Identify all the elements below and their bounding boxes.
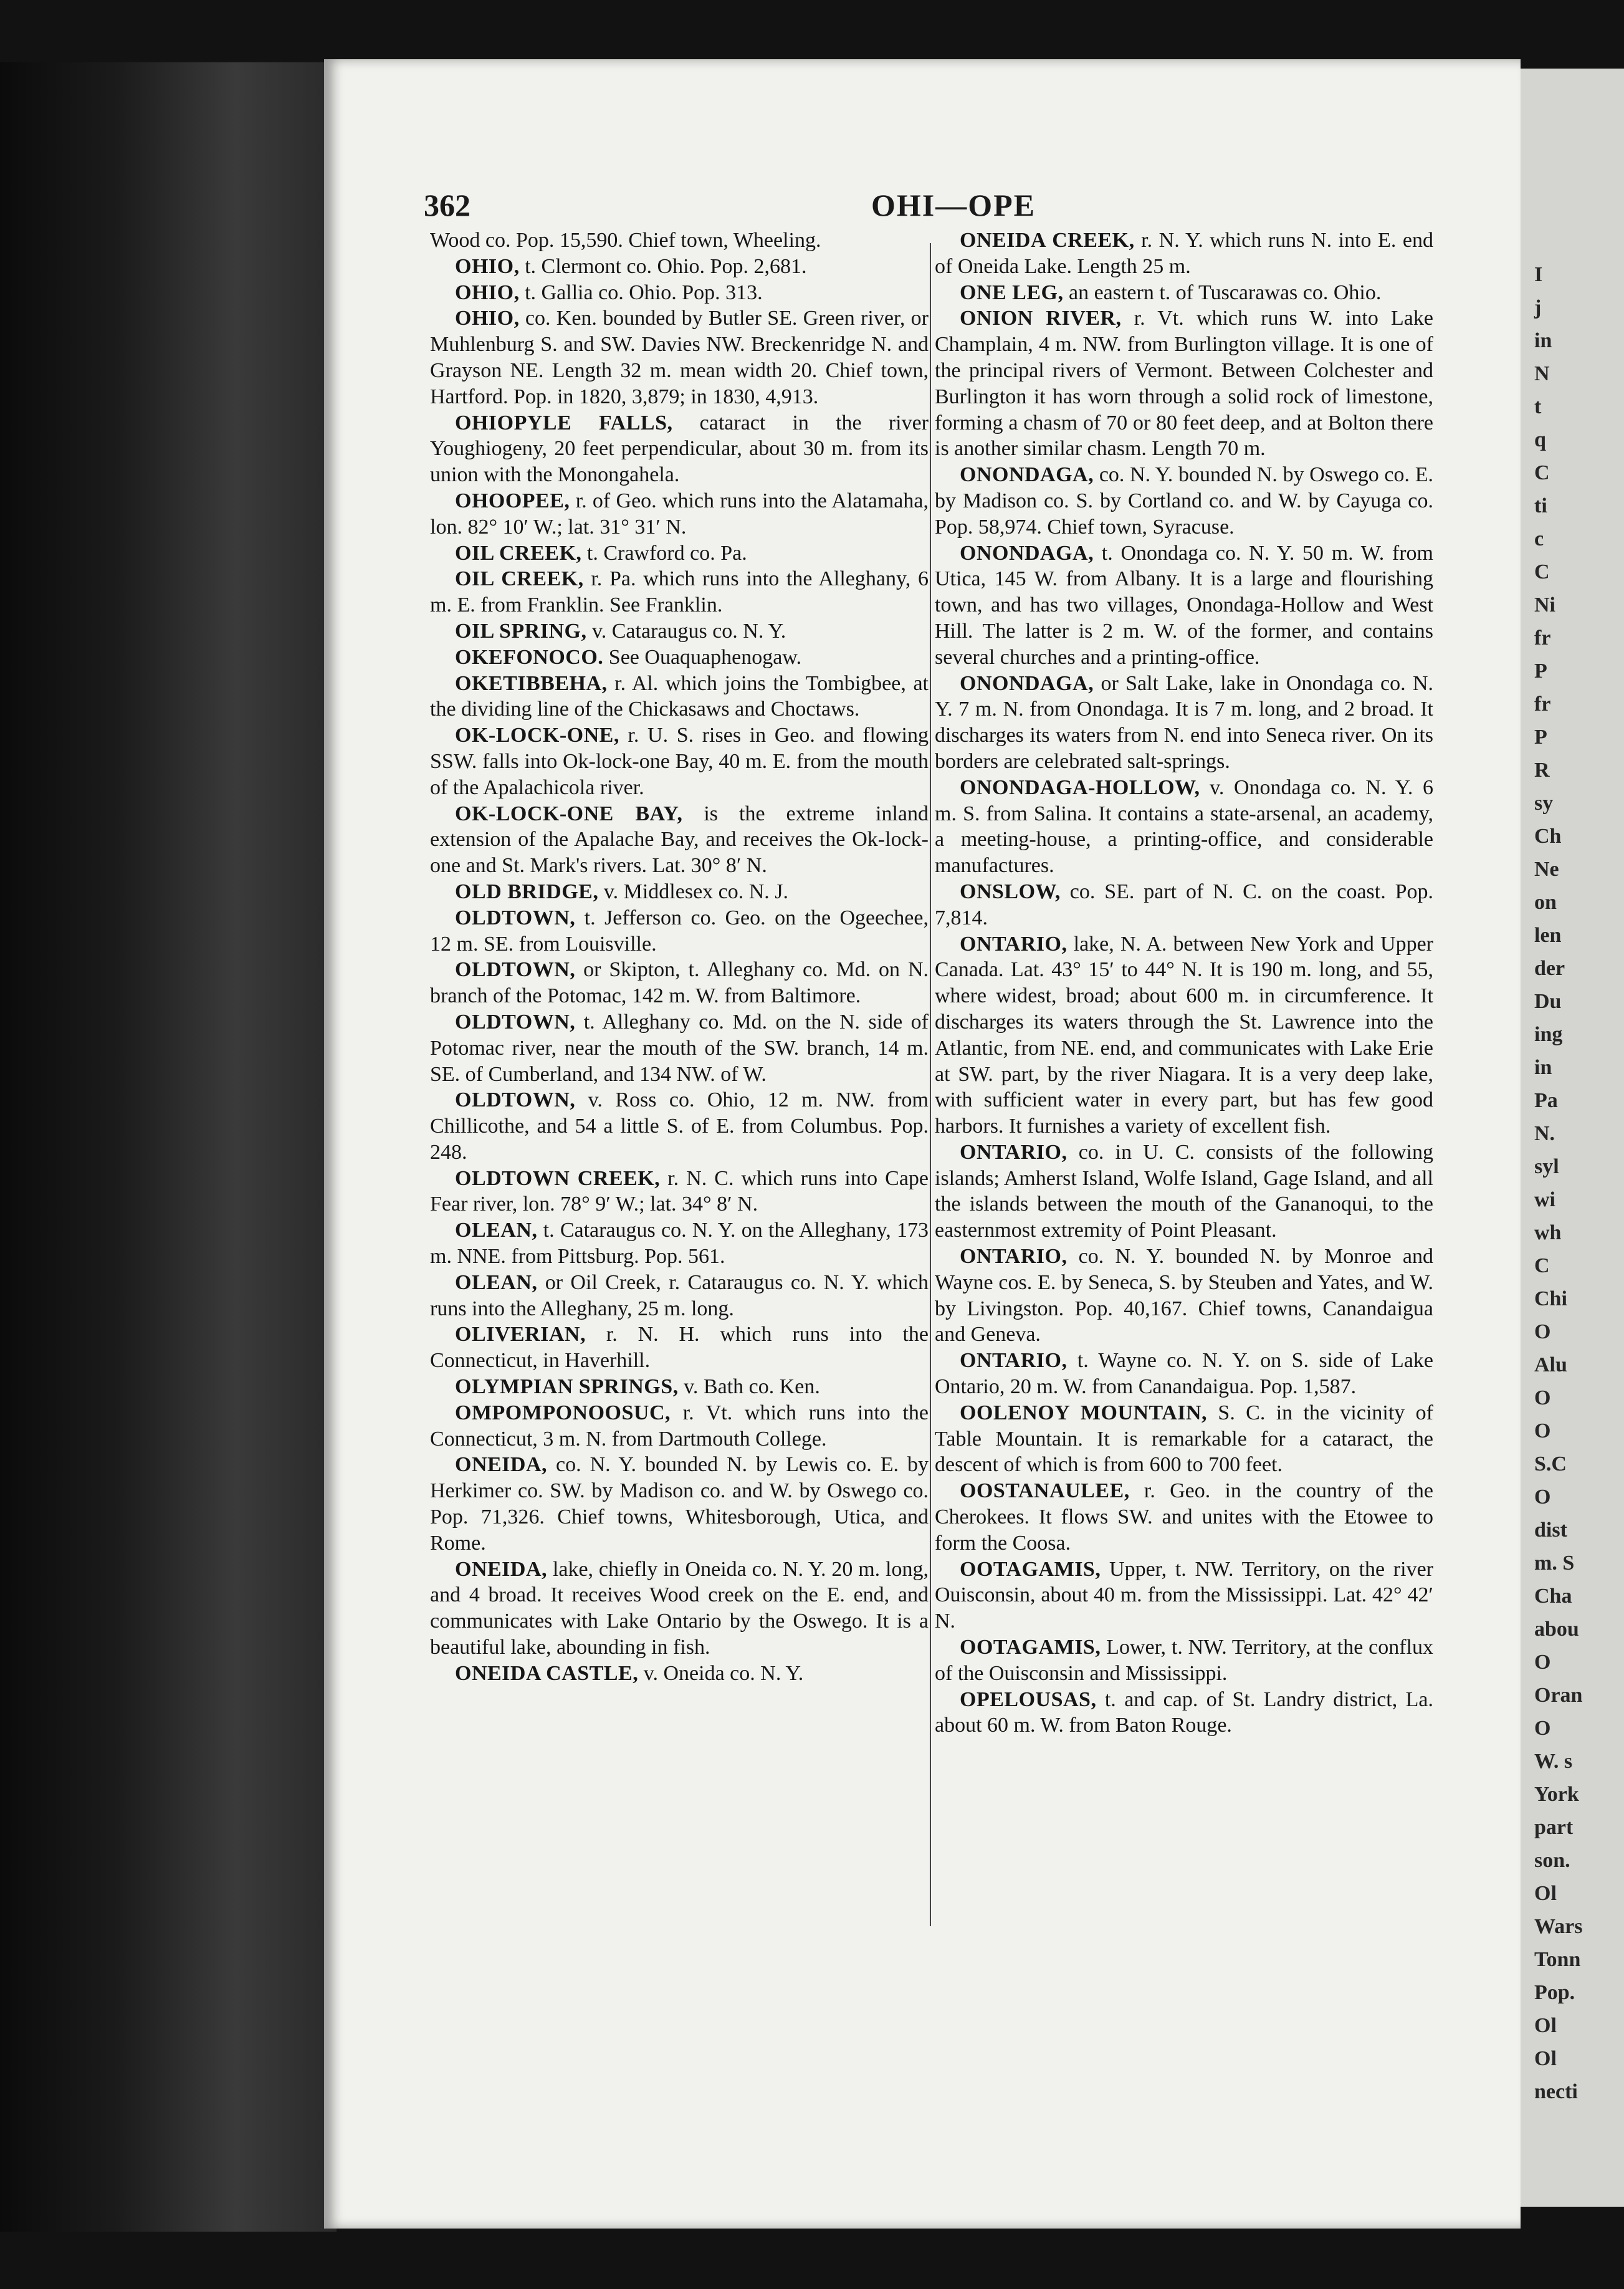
entry-headword: OMPOMPONOOSUC,	[455, 1401, 671, 1424]
entry-headword: OOLENOY MOUNTAIN,	[960, 1401, 1208, 1424]
facing-page-fragment: O	[1534, 1320, 1551, 1343]
entry-headword: ONEIDA,	[455, 1557, 548, 1581]
facing-page-fragment: P	[1534, 726, 1547, 749]
entry-headword: OLDTOWN,	[455, 1088, 576, 1112]
gazetteer-entry	[430, 722, 929, 800]
facing-page-fragment: abou	[1534, 1618, 1579, 1641]
facing-page-fragment: C	[1534, 461, 1550, 484]
facing-page-fragment: Alu	[1534, 1353, 1567, 1376]
gazetteer-entry	[430, 879, 929, 905]
facing-page-fragment: c	[1534, 527, 1544, 550]
entry-headword: OLYMPIAN SPRINGS,	[455, 1375, 679, 1399]
facing-page-fragment: Ni	[1534, 593, 1555, 617]
entry-headword: OHIO,	[455, 254, 520, 278]
facing-page-fragment: part	[1534, 1816, 1574, 1839]
facing-page-fragment: Pa	[1534, 1089, 1558, 1112]
entry-text: v. Cataraugus co. N. Y.	[586, 619, 786, 643]
entry-headword: ONSLOW,	[960, 880, 1061, 903]
page-header	[424, 187, 1446, 231]
facing-page-fragment: q	[1534, 428, 1546, 451]
entry-text: r. N. H. which runs into the Connecticut, in Haverhill.	[430, 1323, 929, 1373]
entry-text: or Oil Creek, r. Cataraugus co. N. Y. which runs into the Alleghany, 25 m. long.	[430, 1270, 929, 1320]
gazetteer-entry	[430, 957, 929, 1009]
entry-text: co. N. Y. bounded N. by Monroe and Wayne cos. E. by Seneca, S. by Steuben and Yates, and W. by Livingston. Pop. 40,167. Chief towns, Canandaigua and Geneva.	[935, 1245, 1433, 1346]
gazetteer-entry	[430, 1009, 929, 1087]
entry-headword: OLD BRIDGE,	[455, 880, 599, 903]
gazetteer-entry	[430, 540, 929, 567]
entry-headword: ONE LEG,	[960, 281, 1064, 304]
gazetteer-entry	[935, 879, 1433, 931]
facing-page-fragment: syl	[1534, 1155, 1559, 1178]
entry-text: v. Ross co. Ohio, 12 m. NW. from Chillicothe, and 54 a little S. of E. from Columbus. Pop. 248.	[430, 1088, 929, 1164]
facing-page-fragment: Cha	[1534, 1585, 1572, 1608]
gazetteer-entry	[935, 1400, 1433, 1478]
entry-text: t. Cataraugus co. N. Y. on the Alleghany, 173 m. NNE. from Pittsburg. Pop. 561.	[430, 1219, 929, 1269]
facing-page-fragment: P	[1534, 660, 1547, 683]
gazetteer-entry	[430, 1400, 929, 1452]
entry-text: t. Onondaga co. N. Y. 50 m. W. from Utica, 145 W. from Albany. It is a large and flourishing town, and has two villages, Onondaga-Hollow and West Hill. The latter is 2 m. W. of the former, and contains several churches and a printing-office.	[935, 541, 1433, 669]
entry-headword: ONTARIO,	[960, 1349, 1068, 1373]
entry-headword: OOTAGAMIS,	[960, 1557, 1101, 1581]
facing-page-fragment: t	[1534, 395, 1542, 418]
entry-headword: ONTARIO,	[960, 932, 1068, 956]
gazetteer-entry	[935, 1244, 1433, 1348]
facing-page-fragment: W. s	[1534, 1750, 1573, 1773]
entry-headword: OLEAN,	[455, 1270, 538, 1294]
facing-page-fragment: sy	[1534, 792, 1554, 815]
gazetteer-entry	[935, 1348, 1433, 1400]
gazetteer-entry	[430, 645, 929, 671]
facing-page-fragment: Ol	[1534, 2047, 1557, 2070]
facing-page-fragment: York	[1534, 1783, 1579, 1806]
facing-page-fragment: N	[1534, 362, 1550, 385]
facing-page-fragment: I	[1534, 263, 1543, 286]
entry-text: co. N. Y. bounded N. by Oswego co. E. by Madison co. S. by Cortland co. and W. by Cayuga co. Pop. 58,974. Chief town, Syracuse.	[935, 463, 1433, 539]
facing-page-fragment: O	[1534, 1485, 1551, 1509]
entry-headword: OPELOUSAS,	[960, 1687, 1097, 1711]
entry-headword: ONION RIVER,	[960, 307, 1122, 330]
entry-headword: OLDTOWN,	[455, 906, 576, 929]
gazetteer-entry	[430, 280, 929, 306]
entry-headword: OIL SPRING,	[455, 619, 587, 643]
facing-page-fragment: C	[1534, 560, 1550, 583]
entry-text: Wood co. Pop. 15,590. Chief town, Wheeling.	[430, 229, 821, 252]
entry-text: t. Crawford co. Pa.	[581, 541, 747, 565]
gazetteer-entry	[430, 1087, 929, 1165]
entry-text: r. Al. which joins the Tombigbee, at the dividing line of the Chickasaws and Choctaws.	[430, 671, 929, 721]
facing-page-fragment: wh	[1534, 1221, 1562, 1244]
facing-page-fragment: Ol	[1534, 2014, 1557, 2037]
facing-page-fragment: in	[1534, 329, 1552, 352]
facing-page-fragment: on	[1534, 891, 1557, 914]
gazetteer-entry	[430, 1322, 929, 1374]
gazetteer-entry	[935, 931, 1433, 1140]
entry-headword: ONONDAGA-HOLLOW,	[960, 775, 1200, 799]
gazetteer-entry	[935, 305, 1433, 462]
entry-text: is the extreme inland extension of the Apalache Bay, and receives the Ok-lock-one and St. Mark's rivers. Lat. 30° 8′ N.	[430, 802, 929, 878]
entry-text: t. and cap. of St. Landry district, La. about 60 m. W. from Baton Rouge.	[935, 1687, 1433, 1737]
entry-headword: OLDTOWN,	[455, 1010, 576, 1034]
facing-page-fragment: Ch	[1534, 825, 1562, 848]
entry-text: co. SE. part of N. C. on the coast. Pop. 7,814.	[935, 880, 1433, 929]
facing-page-fragment: O	[1534, 1717, 1551, 1740]
gazetteer-entry	[935, 1687, 1433, 1739]
entry-text: r. Vt. which runs into the Connecticut, 3 m. N. from Dartmouth College.	[430, 1401, 929, 1451]
gazetteer-entry	[430, 254, 929, 280]
facing-page-fragment: Wars	[1534, 1915, 1583, 1938]
gazetteer-entry	[430, 566, 929, 618]
gazetteer-entry	[935, 462, 1433, 540]
entry-text: lake, N. A. between New York and Upper Canada. Lat. 43° 15′ to 44° N. It is 190 m. long, and 55, where widest, broad; about 600 m. in circumference. It discharges its waters through the St. Lawrence into the Atlantic, from NE. end, and communicates with Lake Erie at SW. part, by the river Niagara. It is a very deep lake, with sufficient water in every part, but has few good harbors. It furnishes a variety of excellent fish.	[935, 932, 1433, 1138]
entry-headword: ONTARIO,	[960, 1140, 1068, 1164]
gazetteer-entry	[935, 1140, 1433, 1244]
entry-headword: OLDTOWN,	[455, 958, 576, 982]
gazetteer-entry	[430, 618, 929, 645]
entry-headword: ONEIDA CREEK,	[960, 229, 1135, 252]
gazetteer-entry	[430, 1557, 929, 1661]
entry-text: r. N. Y. which runs N. into E. end of Oneida Lake. Length 25 m.	[935, 229, 1433, 278]
entry-text: S. C. in the vicinity of Table Mountain. It is remarkable for a cataract, the descent of which is from 600 to 700 feet.	[935, 1401, 1433, 1477]
gazetteer-entry	[935, 775, 1433, 879]
gazetteer-entry	[430, 1270, 929, 1322]
facing-page-fragment: O	[1534, 1651, 1551, 1674]
gazetteer-entry	[430, 1217, 929, 1270]
entry-headword: OOTAGAMIS,	[960, 1636, 1101, 1659]
entry-headword: OOSTANAULEE,	[960, 1479, 1130, 1503]
entry-text: co. in U. C. consists of the following islands; Amherst Island, Wolfe Island, Gage Island, and all the islands between the mouth of the Gananoqui, to the easternmost extremity of Point Pleasant.	[935, 1140, 1433, 1242]
facing-page-fragment: j	[1534, 296, 1542, 319]
facing-page-fragment: Tonn	[1534, 1948, 1581, 1971]
facing-page-fragment: Chi	[1534, 1287, 1567, 1310]
left-column	[430, 228, 929, 1687]
gazetteer-entry	[935, 280, 1433, 306]
facing-page-fragment: m. S	[1534, 1552, 1575, 1575]
entry-text: t. Wayne co. N. Y. on S. side of Lake Ontario, 20 m. W. from Canandaigua. Pop. 1,587.	[935, 1349, 1433, 1399]
entry-headword: OIL CREEK,	[455, 567, 584, 591]
entry-text: t. Clermont co. Ohio. Pop. 2,681.	[519, 254, 807, 278]
running-head: OHI—OPE	[871, 188, 1036, 223]
entry-headword: ONEIDA,	[455, 1453, 548, 1477]
entry-text: t. Alleghany co. Md. on the N. side of Potomac river, near the mouth of the SW. branch, 14 m. SE. of Cumberland, and 134 NW. of W.	[430, 1010, 929, 1086]
entry-text: co. Ken. bounded by Butler SE. Green river, or Muhlenburg S. and SW. Davies NW. Breckenridge N. and Grayson NE. Length 32 m. mean width 20. Chief town, Hartford. Pop. in 1820, 3,879; in 1830, 4,913.	[430, 307, 929, 408]
entry-text: lake, chiefly in Oneida co. N. Y. 20 m. long, and 4 broad. It receives Wood creek on the E. end, and communicates with Lake Ontario by the Oswego. It is a beautiful lake, abounding in fish.	[430, 1557, 929, 1659]
entry-headword: OLIVERIAN,	[455, 1323, 586, 1346]
gazetteer-entry	[935, 228, 1433, 280]
facing-page-fragment: S.C	[1534, 1452, 1567, 1476]
column-divider	[930, 243, 931, 1926]
gazetteer-entry	[430, 1452, 929, 1556]
entry-headword: OLEAN,	[455, 1219, 538, 1242]
entry-text: or Skipton, t. Alleghany co. Md. on N. branch of the Potomac, 142 m. W. from Baltimore.	[430, 958, 929, 1008]
gazetteer-entry	[430, 801, 929, 879]
entry-text: or Salt Lake, lake in Onondaga co. N. Y. 7 m. N. from Onondaga. It is 7 m. long, and 2 broad. It discharges its waters from N. end into Seneca river. On its borders are celebrated salt-springs.	[935, 671, 1433, 773]
entry-headword: OHIO,	[455, 281, 520, 304]
entry-text: r. U. S. rises in Geo. and flowing SSW. falls into Ok-lock-one Bay, 40 m. E. from the mouth of the Apalachicola river.	[430, 724, 929, 799]
gazetteer-entry	[935, 540, 1433, 671]
facing-page-fragment: fr	[1534, 626, 1551, 650]
entry-text: v. Middlesex co. N. J.	[598, 880, 789, 903]
facing-page-fragment: Du	[1534, 990, 1562, 1013]
entry-text: See Ouaquaphenogaw.	[603, 645, 802, 669]
entry-text: co. N. Y. bounded N. by Lewis co. E. by Herkimer co. SW. by Madison co. and W. by Oswego co. Pop. 71,326. Chief towns, Whitesborough, Utica, and Rome.	[430, 1453, 929, 1555]
facing-page-fragment: Ne	[1534, 858, 1559, 881]
entry-text: v. Oneida co. N. Y.	[638, 1661, 804, 1685]
facing-page-fragment: len	[1534, 924, 1562, 947]
book-spine-edge	[0, 62, 337, 2232]
entry-headword: OHOOPEE,	[455, 489, 570, 512]
facing-page-fragment: dist	[1534, 1519, 1567, 1542]
entry-text: Lower, t. NW. Territory, at the conflux of the Ouisconsin and Mississippi.	[935, 1636, 1433, 1685]
right-column	[935, 228, 1433, 1739]
entry-headword: ONTARIO,	[960, 1245, 1068, 1269]
entry-text: Upper, t. NW. Territory, on the river Ouisconsin, about 40 m. from the Mississippi. Lat. 42° 42′ N.	[935, 1557, 1433, 1633]
gazetteer-entry	[430, 488, 929, 540]
entry-text: t. Jefferson co. Geo. on the Ogeechee, 12 m. SE. from Louisville.	[430, 906, 929, 956]
facing-page-fragment: R	[1534, 759, 1550, 782]
facing-page-fragment: in	[1534, 1056, 1552, 1079]
entry-text: r. N. C. which runs into Cape Fear river, lon. 78° 9′ W.; lat. 34° 8′ N.	[430, 1166, 929, 1216]
facing-page-fragment: Oran	[1534, 1684, 1583, 1707]
facing-page-fragment: N.	[1534, 1122, 1555, 1145]
entry-headword: OK-LOCK-ONE BAY,	[455, 802, 683, 825]
gazetteer-entry	[935, 1634, 1433, 1687]
entry-headword: ONONDAGA,	[960, 463, 1094, 487]
gazetteer-entry	[935, 1478, 1433, 1556]
entry-text: r. Pa. which runs into the Alleghany, 6 m. E. from Franklin. See Franklin.	[430, 567, 929, 617]
entry-headword: ONONDAGA,	[960, 541, 1094, 565]
entry-text: v. Onondaga co. N. Y. 6 m. S. from Salina. It contains a state-arsenal, an academy, a meeting-house, a printing-office, and considerable manufactures.	[935, 775, 1433, 878]
gazetteer-entry	[935, 671, 1433, 775]
entry-headword: OHIOPYLE FALLS,	[455, 411, 673, 434]
entry-headword: ONEIDA CASTLE,	[455, 1661, 639, 1685]
page-number: 362	[424, 188, 470, 223]
entry-text: r. Geo. in the country of the Cherokees. It flows SW. and unites with the Etowee to form the Coosa.	[935, 1479, 1433, 1555]
entry-headword: OIL CREEK,	[455, 541, 582, 565]
entry-headword: OHIO,	[455, 307, 520, 330]
entry-headword: OK-LOCK-ONE,	[455, 724, 619, 747]
gazetteer-entry	[935, 1557, 1433, 1634]
entry-text: cataract in the river Youghiogeny, 20 feet perpendicular, about 30 m. from its union with the Monongahela.	[430, 411, 929, 487]
facing-page-fragment: Pop.	[1534, 1981, 1575, 2004]
entry-headword: ONONDAGA,	[960, 671, 1094, 695]
facing-page-fragment: necti	[1534, 2080, 1578, 2103]
facing-page-fragment: son.	[1534, 1849, 1570, 1872]
facing-page-fragment: fr	[1534, 693, 1551, 716]
facing-page-fragment: der	[1534, 957, 1565, 980]
entry-headword: OKETIBBEHA,	[455, 671, 608, 695]
gazetteer-entry	[430, 410, 929, 488]
gazetteer-entry	[430, 671, 929, 723]
facing-page-fragment: O	[1534, 1386, 1551, 1409]
facing-page-fragment: ing	[1534, 1023, 1563, 1046]
gazetteer-entry	[430, 305, 929, 410]
entry-headword: OLDTOWN CREEK,	[455, 1166, 661, 1190]
entry-text: t. Gallia co. Ohio. Pop. 313.	[519, 281, 763, 304]
entry-text: r. of Geo. which runs into the Alatamaha, lon. 82° 10′ W.; lat. 31° 31′ N.	[430, 489, 929, 539]
gazetteer-entry	[430, 1661, 929, 1687]
gazetteer-entry	[430, 1374, 929, 1400]
facing-page-fragment: ti	[1534, 494, 1547, 517]
facing-page-fragment: O	[1534, 1419, 1551, 1442]
entry-text: an eastern t. of Tuscarawas co. Ohio.	[1063, 281, 1382, 304]
entry-text: v. Bath co. Ken.	[678, 1375, 820, 1399]
facing-page-fragment: Ol	[1534, 1882, 1557, 1905]
entry-headword: OKEFONOCO.	[455, 645, 604, 669]
facing-page-fragment: C	[1534, 1254, 1550, 1277]
entry-text: r. Vt. which runs W. into Lake Champlain, 4 m. NW. from Burlington village. It is one of the principal rivers of Vermont. Between Colchester and Burlington it has worn through a solid rock of limestone, forming a chasm of 70 or 80 feet deep, and at Bolton there is another similar chasm. Length 70 m.	[935, 307, 1433, 461]
gazetteer-entry	[430, 228, 929, 254]
facing-page-fragment: wi	[1534, 1188, 1555, 1211]
gazetteer-entry	[430, 905, 929, 957]
gazetteer-entry	[430, 1166, 929, 1218]
